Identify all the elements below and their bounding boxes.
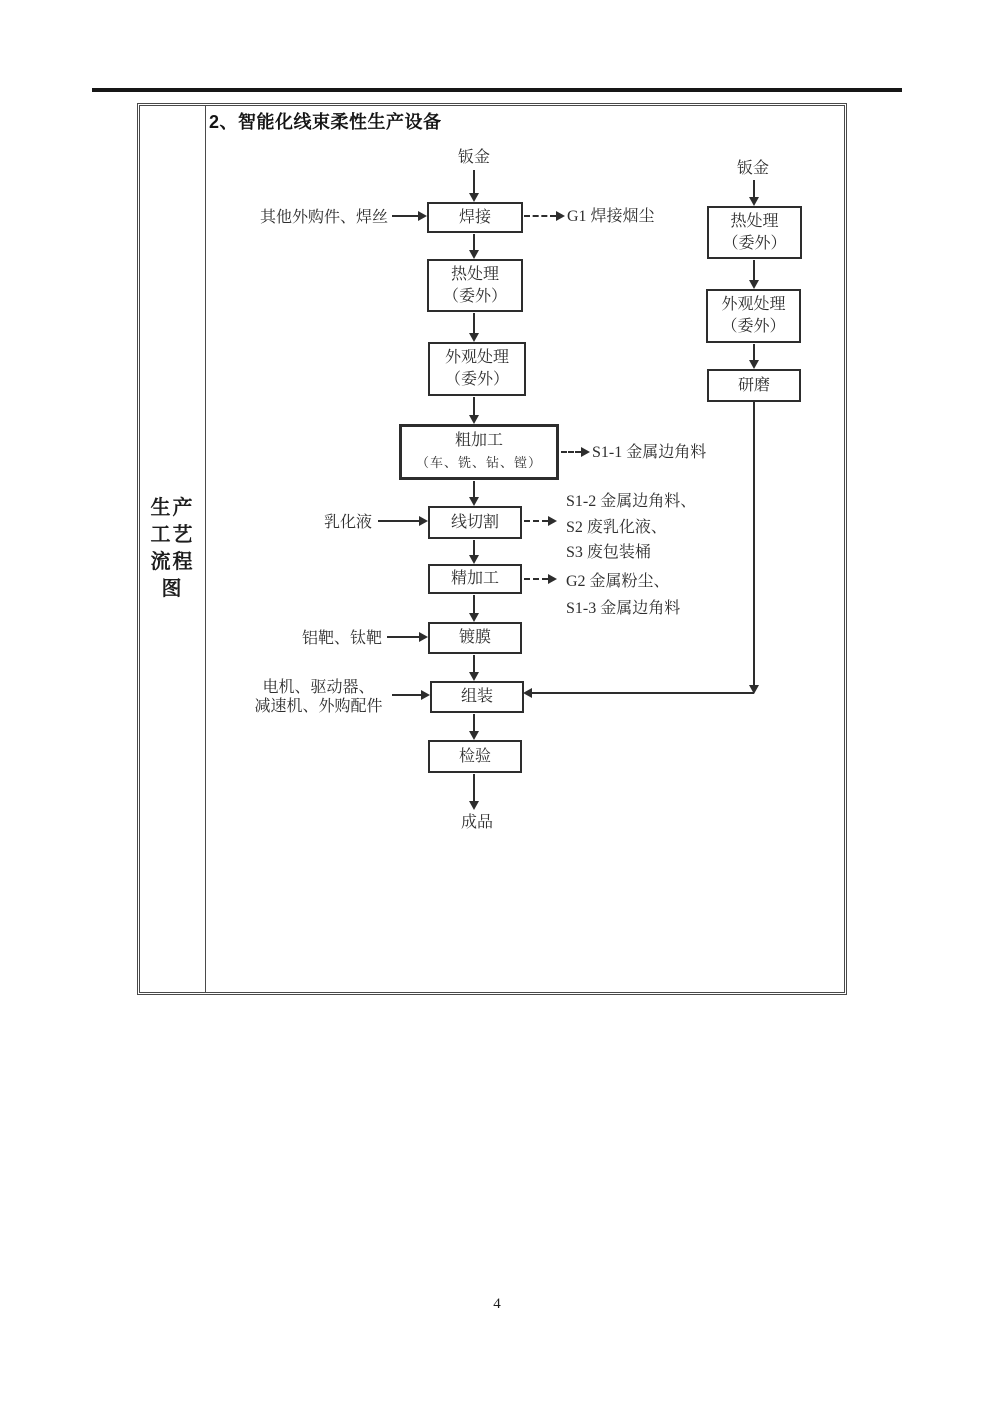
arrow-line: [473, 481, 475, 497]
arrow-line: [753, 180, 755, 197]
arrowhead-right-icon: [419, 632, 428, 642]
process-box-sublabel: （车、铣、钻、镗）: [415, 455, 542, 470]
process-box-label: 粗加工: [454, 432, 503, 449]
output-label-line: S1-3 金属边角料: [566, 599, 681, 617]
arrowhead-right-icon: [581, 447, 590, 457]
process-box-label: 精加工: [450, 570, 499, 587]
arrow-line: [473, 774, 475, 801]
arrow-line: [473, 170, 475, 193]
process-box-label: 检验: [458, 747, 491, 765]
arrowhead-down-icon: [469, 250, 479, 259]
arrow-line: [473, 313, 475, 333]
process-box-heat-treatment: [427, 259, 523, 312]
arrow-line: [473, 234, 475, 250]
output-label-fine-machining-wastes: [566, 569, 680, 622]
process-box-grinding: [707, 369, 801, 402]
arrowhead-left-icon: [523, 688, 532, 698]
arrowhead-down-icon: [469, 731, 479, 740]
process-box-assembly: [430, 681, 524, 713]
arrowhead-down-icon: [469, 415, 479, 424]
arrow-line: [753, 260, 755, 280]
process-box-label: 线切割: [450, 513, 499, 531]
output-label-line: S3 废包装桶: [566, 544, 651, 561]
row-label-line: 工艺: [150, 524, 195, 546]
process-box-wire-cutting: [428, 506, 522, 539]
arrowhead-down-icon: [469, 497, 479, 506]
output-label-line: S1-2 金属边角料、: [566, 493, 697, 510]
source-label-sheet-metal-right: 钣金: [736, 160, 769, 177]
input-label-emulsion: 乳化液: [323, 514, 372, 531]
input-label-motor-driver-reducer-parts: [246, 678, 391, 716]
row-label-line: 生产: [150, 497, 195, 519]
arrowhead-right-icon: [419, 516, 428, 526]
arrow-line: [473, 655, 475, 672]
process-box-fine-machining: [428, 564, 522, 594]
row-label-line: 图: [161, 578, 184, 600]
header-rule: [92, 88, 902, 92]
output-label-line: G2 金属粉尘、: [566, 573, 670, 590]
arrowhead-down-icon: [469, 801, 479, 810]
page-number: 4: [493, 1296, 501, 1312]
process-box-label: 外观处理: [444, 349, 509, 366]
arrowhead-down-icon: [749, 360, 759, 369]
arrow-line: [473, 540, 475, 555]
row-label-production-process-flow: [140, 106, 206, 992]
output-label-wirecut-wastes: [566, 489, 696, 566]
process-box-label: 焊接: [458, 208, 491, 226]
process-box-surface-treatment: [428, 342, 526, 396]
process-box-inspection: [428, 740, 522, 773]
arrowhead-down-icon: [469, 672, 479, 681]
process-box-welding: [427, 202, 523, 233]
arrowhead-right-icon: [556, 211, 565, 221]
output-label-welding-fume: G1 焊接烟尘: [567, 208, 655, 225]
process-box-label: （委外）: [721, 318, 786, 335]
arrowhead-down-icon: [469, 613, 479, 622]
arrow-line: [753, 344, 755, 360]
dashed-arrow-line: [524, 578, 548, 580]
process-box-label: 热处理: [730, 212, 779, 230]
dashed-arrow-line: [524, 215, 556, 217]
section-title: 2、智能化线束柔性生产设备: [209, 112, 442, 132]
arrowhead-right-icon: [548, 516, 557, 526]
arrowhead-down-icon: [469, 333, 479, 342]
input-label-aluminum-titanium-targets: 铝靶、钛靶: [301, 630, 382, 647]
process-box-heat-treatment-right: [707, 206, 802, 259]
process-box-label: （委外）: [722, 234, 787, 252]
source-label-sheet-metal-main: 钣金: [457, 149, 490, 166]
dashed-arrow-line: [561, 451, 581, 453]
arrowhead-down-icon: [469, 555, 479, 564]
process-box-label: 外观处理: [721, 296, 786, 313]
arrowhead-down-icon: [749, 197, 759, 206]
connector-line-vertical: [753, 402, 755, 685]
process-box-label: 热处理: [450, 265, 499, 283]
arrow-line: [473, 397, 475, 415]
arrow-line: [387, 636, 419, 638]
process-box-label: 组装: [460, 688, 493, 705]
connector-line-horizontal: [531, 692, 754, 694]
process-box-label: 研磨: [737, 376, 770, 394]
arrow-line: [473, 595, 475, 613]
arrow-line: [392, 215, 418, 217]
dashed-arrow-line: [524, 520, 548, 522]
input-label-line: 电机、驱动器、: [262, 679, 375, 696]
input-label-line: 减速机、外购配件: [254, 698, 383, 715]
output-label-line: S2 废乳化液、: [566, 518, 667, 536]
process-box-rough-machining: [399, 424, 559, 480]
arrowhead-down-icon: [749, 280, 759, 289]
arrow-line: [392, 694, 421, 696]
process-box-label: （委外）: [444, 371, 509, 388]
arrowhead-right-icon: [418, 211, 427, 221]
arrow-line: [473, 714, 475, 731]
output-label-metal-scrap-s1-1: S1-1 金属边角料: [592, 444, 707, 461]
arrow-line: [378, 520, 419, 522]
process-box-label: （委外）: [442, 287, 507, 305]
process-box-label: 镀膜: [458, 629, 491, 646]
process-box-coating: [428, 622, 522, 654]
process-box-surface-treatment-right: [706, 289, 801, 343]
final-product-label: 成品: [460, 814, 493, 831]
input-label-purchased-parts-welding-wire: 其他外购件、焊丝: [259, 209, 388, 226]
arrowhead-right-icon: [421, 690, 430, 700]
row-label-line: 流程: [150, 551, 195, 573]
arrowhead-right-icon: [548, 574, 557, 584]
arrowhead-down-icon: [469, 193, 479, 202]
